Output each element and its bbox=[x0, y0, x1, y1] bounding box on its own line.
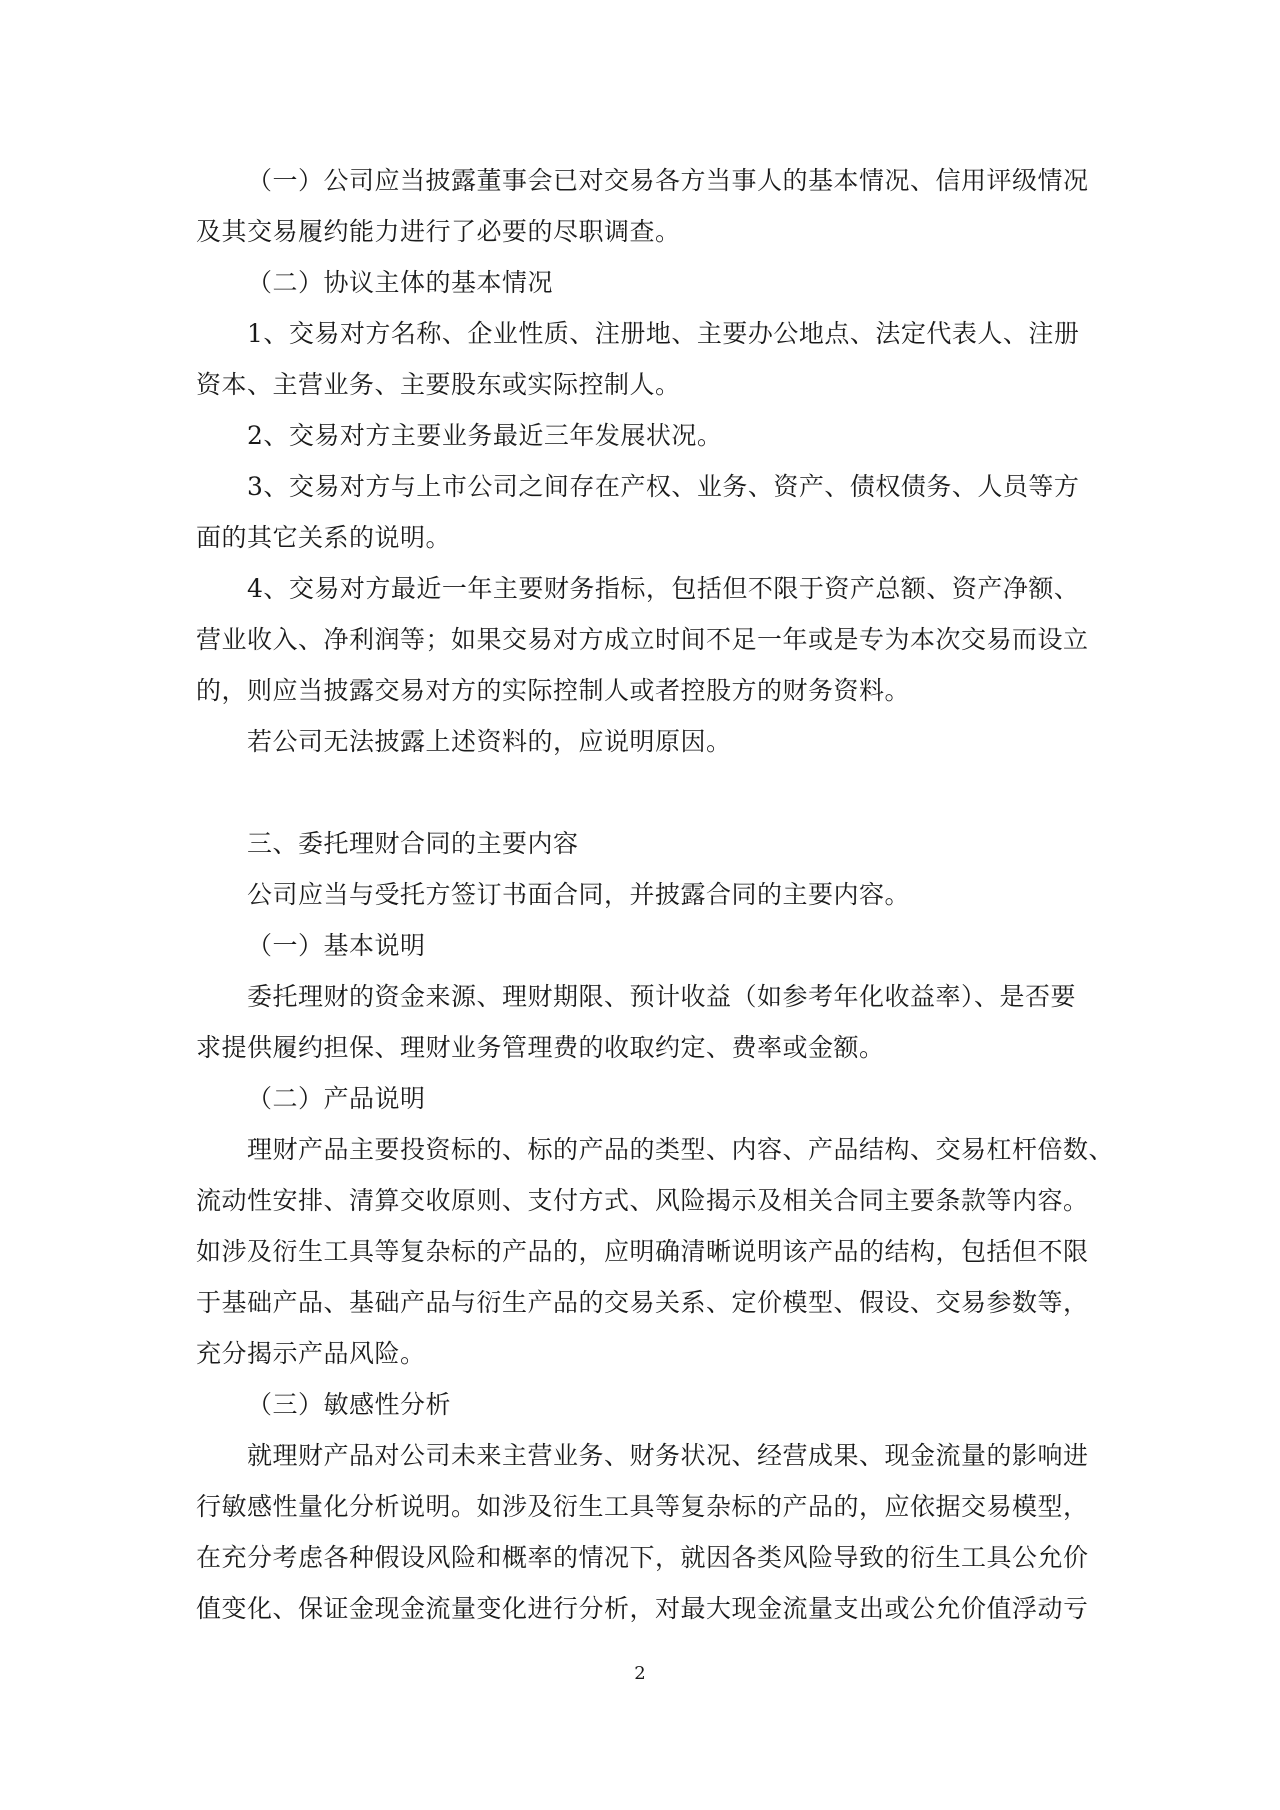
paragraph-line: 及其交易履约能力进行了必要的尽职调查。 bbox=[196, 217, 681, 246]
paragraph-line: 营业收入、净利润等；如果交易对方成立时间不足一年或是专为本次交易而设立 bbox=[196, 625, 1089, 654]
paragraph-line: （一）公司应当披露董事会已对交易各方当事人的基本情况、信用评级情况 bbox=[247, 166, 1089, 195]
paragraph-line: 1、交易对方名称、企业性质、注册地、主要办公地点、法定代表人、注册 bbox=[247, 319, 1080, 348]
paragraph-gap bbox=[196, 767, 1096, 818]
paragraph-line: 行敏感性量化分析说明。如涉及衍生工具等复杂标的产品的，应依据交易模型， bbox=[196, 1492, 1089, 1521]
paragraph-line: 若公司无法披露上述资料的，应说明原因。 bbox=[247, 727, 732, 756]
paragraph-line: 于基础产品、基础产品与衍生产品的交易关系、定价模型、假设、交易参数等， bbox=[196, 1288, 1089, 1317]
paragraph-line: 3、交易对方与上市公司之间存在产权、业务、资产、债权债务、人员等方 bbox=[247, 472, 1080, 501]
chapter-heading: 三、委托理财合同的主要内容 bbox=[247, 829, 579, 858]
paragraph-line: 充分揭示产品风险。 bbox=[196, 1339, 426, 1368]
paragraph-line: 理财产品主要投资标的、标的产品的类型、内容、产品结构、交易杠杆倍数、 bbox=[247, 1135, 1115, 1164]
paragraph-line: 如涉及衍生工具等复杂标的产品的，应明确清晰说明该产品的结构，包括但不限 bbox=[196, 1237, 1089, 1266]
paragraph-line: 资本、主营业务、主要股东或实际控制人。 bbox=[196, 370, 681, 399]
paragraph-line: 在充分考虑各种假设风险和概率的情况下，就因各类风险导致的衍生工具公允价 bbox=[196, 1543, 1089, 1572]
document-body bbox=[196, 155, 1115, 1634]
paragraph-line: 面的其它关系的说明。 bbox=[196, 523, 452, 552]
paragraph-line: 4、交易对方最近一年主要财务指标，包括但不限于资产总额、资产净额、 bbox=[247, 574, 1080, 603]
paragraph-line: 流动性安排、清算交收原则、支付方式、风险揭示及相关合同主要条款等内容。 bbox=[196, 1186, 1089, 1215]
paragraph-line: 公司应当与受托方签订书面合同，并披露合同的主要内容。 bbox=[247, 880, 911, 909]
page-number: 2 bbox=[634, 1663, 646, 1684]
paragraph-line: 值变化、保证金现金流量变化进行分析，对最大现金流量支出或公允价值浮动亏 bbox=[196, 1594, 1089, 1623]
paragraph-line: 就理财产品对公司未来主营业务、财务状况、经营成果、现金流量的影响进 bbox=[247, 1441, 1089, 1470]
section-heading: （二）产品说明 bbox=[247, 1084, 426, 1113]
paragraph-line: 委托理财的资金来源、理财期限、预计收益（如参考年化收益率）、是否要 bbox=[247, 982, 1077, 1011]
section-heading: （二）协议主体的基本情况 bbox=[247, 268, 554, 297]
section-heading: （一）基本说明 bbox=[247, 931, 426, 960]
paragraph-line: 2、交易对方主要业务最近三年发展状况。 bbox=[247, 421, 723, 450]
section-heading: （三）敏感性分析 bbox=[247, 1390, 452, 1419]
paragraph-line: 的，则应当披露交易对方的实际控制人或者控股方的财务资料。 bbox=[196, 676, 911, 705]
paragraph-line: 求提供履约担保、理财业务管理费的收取约定、费率或金额。 bbox=[196, 1033, 885, 1062]
